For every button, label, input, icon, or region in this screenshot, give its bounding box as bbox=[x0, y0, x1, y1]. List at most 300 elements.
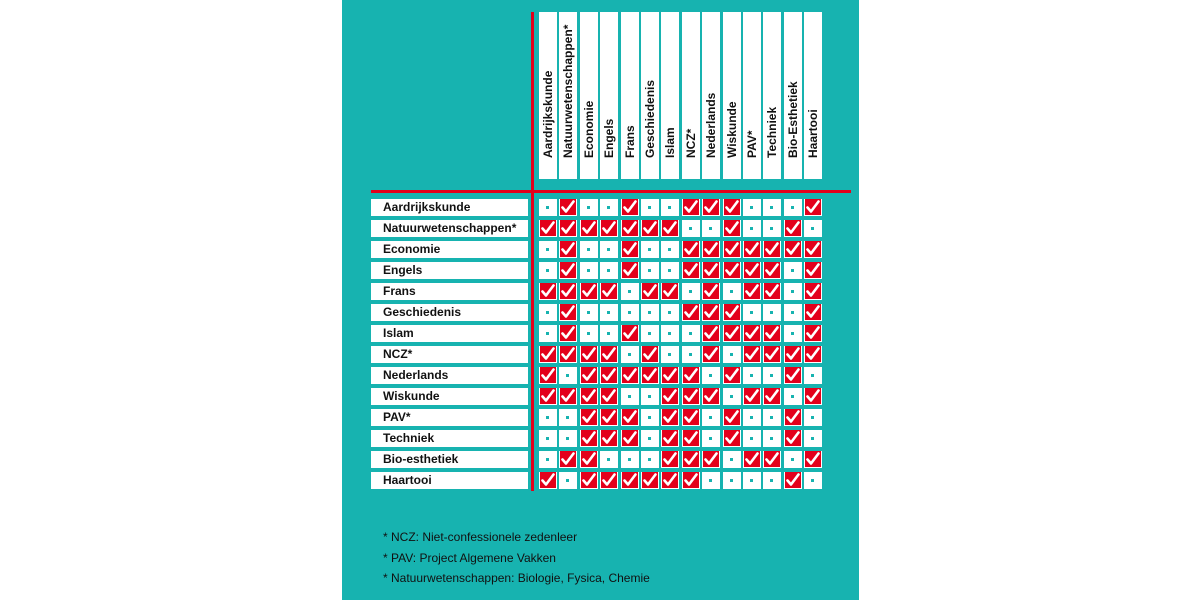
matrix-cell bbox=[702, 451, 720, 468]
row-label: Economie bbox=[371, 241, 528, 258]
matrix-cell bbox=[661, 430, 679, 447]
matrix-cell bbox=[559, 472, 577, 489]
matrix-cell bbox=[641, 262, 659, 279]
column-header bbox=[784, 12, 802, 179]
dot-icon bbox=[587, 311, 590, 314]
dot-icon bbox=[648, 332, 651, 335]
dot-icon bbox=[770, 479, 773, 482]
matrix-cell bbox=[641, 241, 659, 258]
matrix-cell bbox=[580, 241, 598, 258]
checkmark-icon bbox=[764, 283, 780, 299]
column-header-label: NCZ* bbox=[683, 128, 698, 158]
checkmark-icon bbox=[785, 241, 801, 257]
matrix-cell bbox=[702, 409, 720, 426]
dot-icon bbox=[648, 311, 651, 314]
matrix-cell bbox=[580, 283, 598, 300]
matrix-cell bbox=[804, 220, 822, 237]
checkmark-icon bbox=[622, 241, 638, 257]
column-header-label: Frans bbox=[622, 125, 637, 158]
row-label: Nederlands bbox=[371, 367, 528, 384]
matrix-cell bbox=[661, 220, 679, 237]
matrix-cell bbox=[702, 220, 720, 237]
dot-icon bbox=[811, 374, 814, 377]
dot-icon bbox=[709, 374, 712, 377]
row-label: NCZ* bbox=[371, 346, 528, 363]
checkmark-icon bbox=[683, 472, 699, 488]
checkmark-icon bbox=[662, 283, 678, 299]
row-label: PAV* bbox=[371, 409, 528, 426]
checkmark-icon bbox=[724, 409, 740, 425]
checkmark-icon bbox=[540, 220, 556, 236]
checkmark-icon bbox=[560, 325, 576, 341]
matrix-cell bbox=[682, 241, 700, 258]
checkmark-icon bbox=[622, 409, 638, 425]
checkmark-icon bbox=[724, 241, 740, 257]
matrix-cell bbox=[641, 409, 659, 426]
checkmark-icon bbox=[601, 283, 617, 299]
matrix-cell bbox=[559, 283, 577, 300]
vertical-divider bbox=[531, 12, 534, 491]
matrix-cell bbox=[682, 409, 700, 426]
dot-icon bbox=[628, 458, 631, 461]
matrix-cell bbox=[641, 472, 659, 489]
checkmark-icon bbox=[785, 430, 801, 446]
matrix-cell bbox=[661, 241, 679, 258]
matrix-cell bbox=[580, 220, 598, 237]
checkmark-icon bbox=[805, 262, 821, 278]
column-header bbox=[763, 12, 781, 179]
matrix-cell bbox=[743, 388, 761, 405]
matrix-cell bbox=[641, 304, 659, 321]
dot-icon bbox=[791, 206, 794, 209]
matrix-cell bbox=[743, 346, 761, 363]
column-header bbox=[600, 12, 618, 179]
matrix-cell bbox=[539, 325, 557, 342]
dot-icon bbox=[750, 206, 753, 209]
dot-icon bbox=[689, 227, 692, 230]
matrix-cell bbox=[621, 388, 639, 405]
dot-icon bbox=[546, 437, 549, 440]
dot-icon bbox=[750, 227, 753, 230]
checkmark-icon bbox=[764, 262, 780, 278]
checkmark-icon bbox=[683, 262, 699, 278]
dot-icon bbox=[648, 248, 651, 251]
checkmark-icon bbox=[581, 472, 597, 488]
checkmark-icon bbox=[724, 325, 740, 341]
checkmark-icon bbox=[703, 388, 719, 404]
column-header bbox=[641, 12, 659, 179]
matrix-cell bbox=[539, 283, 557, 300]
checkmark-icon bbox=[642, 220, 658, 236]
matrix-cell bbox=[641, 367, 659, 384]
checkmark-icon bbox=[703, 241, 719, 257]
matrix-cell bbox=[723, 346, 741, 363]
matrix-cell bbox=[539, 346, 557, 363]
matrix-cell bbox=[580, 472, 598, 489]
matrix-cell bbox=[804, 472, 822, 489]
matrix-cell bbox=[743, 472, 761, 489]
matrix-cell bbox=[723, 325, 741, 342]
dot-icon bbox=[566, 416, 569, 419]
matrix-cell bbox=[743, 283, 761, 300]
matrix-cell bbox=[743, 241, 761, 258]
matrix-cell bbox=[784, 283, 802, 300]
matrix-cell bbox=[641, 451, 659, 468]
checkmark-icon bbox=[622, 367, 638, 383]
dot-icon bbox=[546, 311, 549, 314]
matrix-cell bbox=[539, 409, 557, 426]
checkmark-icon bbox=[662, 472, 678, 488]
checkmark-icon bbox=[662, 430, 678, 446]
matrix-cell bbox=[661, 367, 679, 384]
checkmark-icon bbox=[662, 451, 678, 467]
matrix-cell bbox=[763, 409, 781, 426]
dot-icon bbox=[730, 458, 733, 461]
matrix-cell bbox=[723, 199, 741, 216]
dot-icon bbox=[811, 227, 814, 230]
matrix-cell bbox=[682, 430, 700, 447]
checkmark-icon bbox=[622, 199, 638, 215]
matrix-cell bbox=[702, 199, 720, 216]
dot-icon bbox=[730, 395, 733, 398]
matrix-cell bbox=[600, 199, 618, 216]
matrix-cell bbox=[661, 388, 679, 405]
matrix-cell bbox=[784, 304, 802, 321]
matrix-cell bbox=[580, 304, 598, 321]
matrix-cell bbox=[641, 430, 659, 447]
matrix-cell bbox=[702, 388, 720, 405]
matrix-cell bbox=[784, 367, 802, 384]
matrix-cell bbox=[559, 262, 577, 279]
row-label: Islam bbox=[371, 325, 528, 342]
matrix-cell bbox=[682, 199, 700, 216]
dot-icon bbox=[791, 332, 794, 335]
dot-icon bbox=[628, 311, 631, 314]
checkmark-icon bbox=[662, 367, 678, 383]
dot-icon bbox=[668, 332, 671, 335]
column-header-label: Nederlands bbox=[704, 92, 719, 158]
row-label: Bio-esthetiek bbox=[371, 451, 528, 468]
dot-icon bbox=[770, 206, 773, 209]
matrix-cell bbox=[580, 367, 598, 384]
matrix-cell bbox=[804, 283, 822, 300]
column-header bbox=[539, 12, 557, 179]
matrix-cell bbox=[539, 262, 557, 279]
checkmark-icon bbox=[703, 199, 719, 215]
matrix-cell bbox=[723, 430, 741, 447]
matrix-cell bbox=[743, 409, 761, 426]
dot-icon bbox=[546, 416, 549, 419]
footnote-ncz: * NCZ: Niet-confessionele zedenleer bbox=[383, 530, 578, 544]
footnote-natuurwetenschappen: * Natuurwetenschappen: Biologie, Fysica, Chemie bbox=[383, 571, 650, 585]
checkmark-icon bbox=[581, 367, 597, 383]
matrix-cell bbox=[621, 325, 639, 342]
checkmark-icon bbox=[785, 346, 801, 362]
matrix-cell bbox=[661, 199, 679, 216]
matrix-cell bbox=[600, 325, 618, 342]
dot-icon bbox=[709, 479, 712, 482]
checkmark-icon bbox=[560, 388, 576, 404]
matrix-cell bbox=[723, 220, 741, 237]
dot-icon bbox=[770, 416, 773, 419]
matrix-cell bbox=[621, 451, 639, 468]
matrix-cell bbox=[743, 304, 761, 321]
matrix-cell bbox=[559, 346, 577, 363]
row-label: Frans bbox=[371, 283, 528, 300]
matrix-cell bbox=[804, 430, 822, 447]
matrix-cell bbox=[743, 451, 761, 468]
dot-icon bbox=[770, 437, 773, 440]
row-label: Natuurwetenschappen* bbox=[371, 220, 528, 237]
matrix-cell bbox=[539, 367, 557, 384]
matrix-cell bbox=[580, 409, 598, 426]
matrix-cell bbox=[763, 346, 781, 363]
dot-icon bbox=[811, 416, 814, 419]
column-header bbox=[621, 12, 639, 179]
matrix-cell bbox=[784, 220, 802, 237]
checkmark-icon bbox=[560, 283, 576, 299]
matrix-cell bbox=[804, 199, 822, 216]
dot-icon bbox=[566, 437, 569, 440]
column-header bbox=[743, 12, 761, 179]
row-label: Aardrijkskunde bbox=[371, 199, 528, 216]
matrix-cell bbox=[723, 409, 741, 426]
matrix-cell bbox=[763, 304, 781, 321]
matrix-cell bbox=[682, 325, 700, 342]
matrix-cell bbox=[743, 430, 761, 447]
row-label: Engels bbox=[371, 262, 528, 279]
matrix-cell bbox=[559, 199, 577, 216]
matrix-cell bbox=[621, 430, 639, 447]
footnote-pav: * PAV: Project Algemene Vakken bbox=[383, 550, 556, 565]
dot-icon bbox=[750, 479, 753, 482]
dot-icon bbox=[730, 290, 733, 293]
matrix-cell bbox=[723, 388, 741, 405]
checkmark-icon bbox=[581, 346, 597, 362]
matrix-cell bbox=[723, 472, 741, 489]
matrix-cell bbox=[600, 451, 618, 468]
matrix-cell bbox=[661, 325, 679, 342]
matrix-cell bbox=[763, 388, 781, 405]
matrix-cell bbox=[763, 325, 781, 342]
matrix-cell bbox=[559, 388, 577, 405]
matrix-cell bbox=[641, 325, 659, 342]
matrix-cell bbox=[702, 241, 720, 258]
dot-icon bbox=[811, 479, 814, 482]
matrix-cell bbox=[763, 451, 781, 468]
checkmark-icon bbox=[724, 220, 740, 236]
checkmark-icon bbox=[622, 472, 638, 488]
matrix-cell bbox=[580, 388, 598, 405]
dot-icon bbox=[546, 248, 549, 251]
dot-icon bbox=[668, 353, 671, 356]
checkmark-icon bbox=[540, 472, 556, 488]
dot-icon bbox=[587, 269, 590, 272]
matrix-cell bbox=[641, 346, 659, 363]
matrix-cell bbox=[539, 199, 557, 216]
matrix-cell bbox=[784, 388, 802, 405]
matrix-cell bbox=[682, 346, 700, 363]
matrix-cell bbox=[600, 241, 618, 258]
matrix-cell bbox=[682, 283, 700, 300]
dot-icon bbox=[689, 290, 692, 293]
column-header bbox=[580, 12, 598, 179]
matrix-cell bbox=[580, 430, 598, 447]
dot-icon bbox=[791, 311, 794, 314]
checkmark-icon bbox=[642, 367, 658, 383]
matrix-cell bbox=[621, 304, 639, 321]
matrix-cell bbox=[784, 262, 802, 279]
matrix-cell bbox=[580, 199, 598, 216]
dot-icon bbox=[587, 206, 590, 209]
matrix-cell bbox=[600, 409, 618, 426]
checkmark-icon bbox=[703, 283, 719, 299]
checkmark-icon bbox=[764, 241, 780, 257]
column-header-label: Geschiedenis bbox=[643, 79, 657, 158]
matrix-cell bbox=[723, 304, 741, 321]
dot-icon bbox=[709, 227, 712, 230]
matrix-cell bbox=[559, 325, 577, 342]
column-header bbox=[559, 12, 577, 179]
dot-icon bbox=[648, 206, 651, 209]
checkmark-icon bbox=[805, 304, 821, 320]
matrix-cell bbox=[804, 346, 822, 363]
dot-icon bbox=[546, 332, 549, 335]
dot-icon bbox=[648, 269, 651, 272]
column-header-label: Aardrijkskunde bbox=[541, 70, 555, 158]
matrix-cell bbox=[641, 283, 659, 300]
dot-icon bbox=[750, 311, 753, 314]
matrix-cell bbox=[580, 451, 598, 468]
dot-icon bbox=[628, 353, 631, 356]
matrix-cell bbox=[702, 325, 720, 342]
matrix-cell bbox=[682, 262, 700, 279]
matrix-cell bbox=[621, 199, 639, 216]
matrix-cell bbox=[600, 472, 618, 489]
dot-icon bbox=[689, 353, 692, 356]
matrix-cell bbox=[763, 220, 781, 237]
checkmark-icon bbox=[540, 367, 556, 383]
checkmark-icon bbox=[560, 304, 576, 320]
matrix-cell bbox=[559, 367, 577, 384]
matrix-cell bbox=[763, 241, 781, 258]
matrix-cell bbox=[621, 241, 639, 258]
matrix-cell bbox=[743, 325, 761, 342]
checkmark-icon bbox=[744, 388, 760, 404]
matrix-cell bbox=[600, 430, 618, 447]
checkmark-icon bbox=[601, 430, 617, 446]
matrix-cell bbox=[702, 304, 720, 321]
checkmark-icon bbox=[805, 388, 821, 404]
matrix-cell bbox=[559, 430, 577, 447]
matrix-cell bbox=[641, 199, 659, 216]
matrix-cell bbox=[539, 451, 557, 468]
matrix-cell bbox=[804, 367, 822, 384]
dot-icon bbox=[770, 374, 773, 377]
dot-icon bbox=[648, 416, 651, 419]
checkmark-icon bbox=[540, 283, 556, 299]
dot-icon bbox=[791, 395, 794, 398]
column-header-label: Bio-Esthetiek bbox=[785, 81, 800, 158]
column-header bbox=[723, 12, 741, 179]
checkmark-icon bbox=[540, 388, 556, 404]
matrix-cell bbox=[702, 346, 720, 363]
matrix-cell bbox=[702, 430, 720, 447]
matrix-cell bbox=[784, 451, 802, 468]
matrix-cell bbox=[580, 262, 598, 279]
row-label: Haartooi bbox=[371, 472, 528, 489]
checkmark-icon bbox=[581, 283, 597, 299]
checkmark-icon bbox=[703, 262, 719, 278]
checkmark-icon bbox=[540, 346, 556, 362]
dot-icon bbox=[607, 248, 610, 251]
matrix-cell bbox=[743, 199, 761, 216]
checkmark-icon bbox=[744, 262, 760, 278]
matrix-cell bbox=[559, 220, 577, 237]
matrix-cell bbox=[784, 325, 802, 342]
matrix-cell bbox=[682, 304, 700, 321]
dot-icon bbox=[546, 206, 549, 209]
matrix-cell bbox=[661, 304, 679, 321]
checkmark-icon bbox=[622, 220, 638, 236]
footnotes bbox=[383, 528, 650, 590]
checkmark-icon bbox=[642, 283, 658, 299]
checkmark-icon bbox=[764, 451, 780, 467]
checkmark-icon bbox=[724, 367, 740, 383]
matrix-cell bbox=[559, 409, 577, 426]
matrix-cell bbox=[723, 262, 741, 279]
matrix-cell bbox=[661, 283, 679, 300]
matrix-cell bbox=[621, 346, 639, 363]
matrix-cell bbox=[600, 283, 618, 300]
checkmark-icon bbox=[642, 472, 658, 488]
dot-icon bbox=[587, 332, 590, 335]
dot-icon bbox=[730, 479, 733, 482]
matrix-cell bbox=[702, 262, 720, 279]
matrix-cell bbox=[763, 283, 781, 300]
matrix-cell bbox=[682, 451, 700, 468]
checkmark-icon bbox=[744, 451, 760, 467]
matrix-cell bbox=[661, 409, 679, 426]
matrix-cell bbox=[539, 430, 557, 447]
row-label: Techniek bbox=[371, 430, 528, 447]
checkmark-icon bbox=[662, 220, 678, 236]
dot-icon bbox=[648, 437, 651, 440]
dot-icon bbox=[566, 374, 569, 377]
matrix-cell bbox=[641, 220, 659, 237]
matrix-cell bbox=[763, 262, 781, 279]
checkmark-icon bbox=[581, 388, 597, 404]
dot-icon bbox=[607, 332, 610, 335]
matrix-cell bbox=[621, 283, 639, 300]
checkmark-icon bbox=[581, 430, 597, 446]
matrix-cell bbox=[600, 304, 618, 321]
checkmark-icon bbox=[805, 346, 821, 362]
matrix-cell bbox=[804, 262, 822, 279]
dot-icon bbox=[750, 416, 753, 419]
checkmark-icon bbox=[601, 367, 617, 383]
dot-icon bbox=[770, 311, 773, 314]
matrix-cell bbox=[702, 367, 720, 384]
checkmark-icon bbox=[662, 388, 678, 404]
checkmark-icon bbox=[703, 451, 719, 467]
column-header-label: Islam bbox=[663, 127, 678, 158]
dot-icon bbox=[750, 374, 753, 377]
checkmark-icon bbox=[560, 199, 576, 215]
column-header-label: Natuurwetenschappen* bbox=[561, 24, 576, 158]
dot-icon bbox=[709, 416, 712, 419]
matrix-cell bbox=[621, 409, 639, 426]
